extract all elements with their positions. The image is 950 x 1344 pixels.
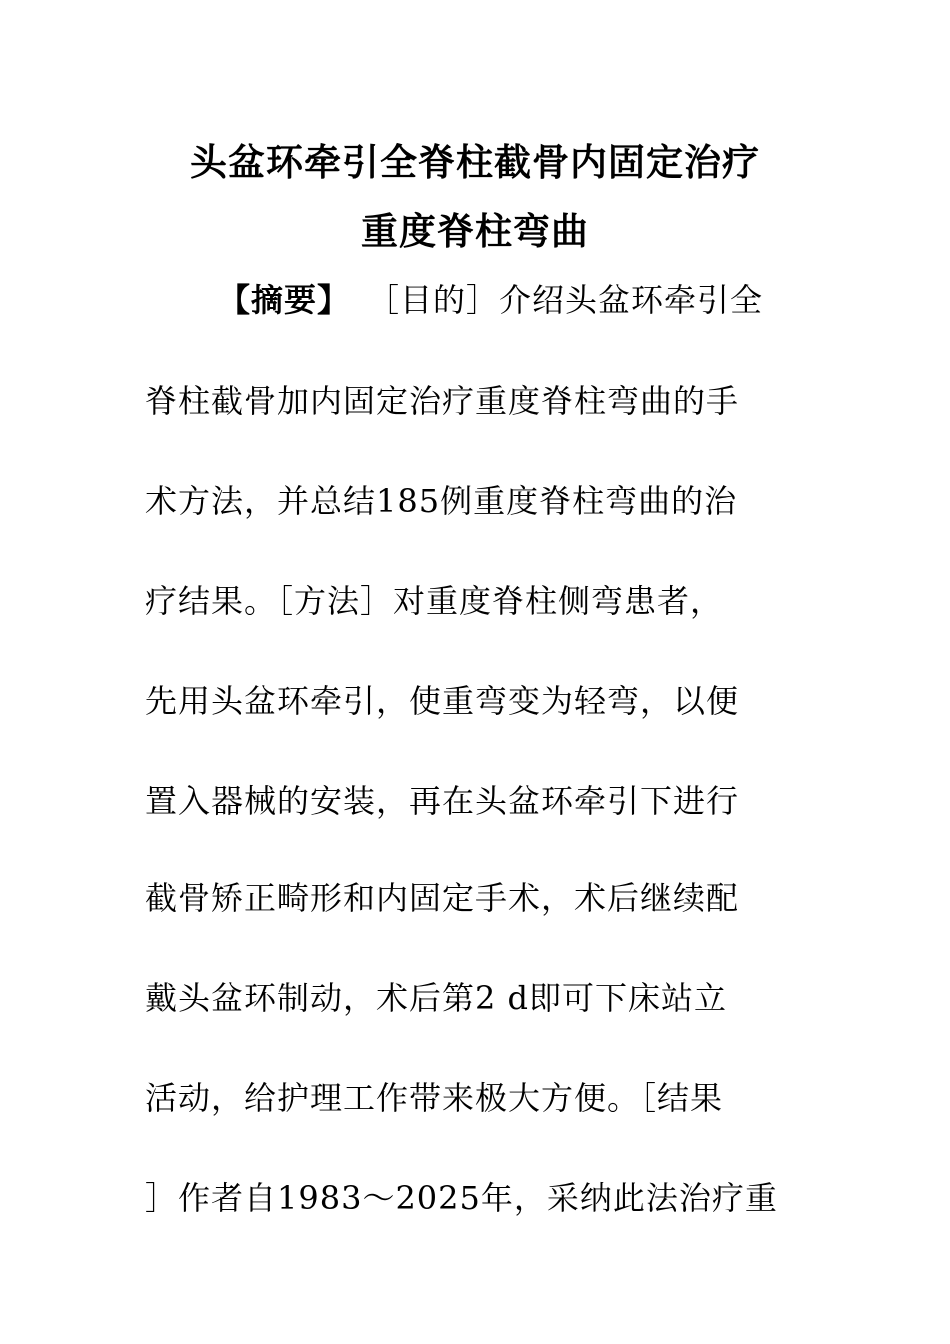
document-title-line-1: 头盆环牵引全脊柱截骨内固定治疗 [190,140,760,184]
abstract-label: 【摘要】 [218,281,351,319]
body-text-line: 截骨矫正畸形和内固定手术，术后继续配 [145,879,740,917]
body-text-line: 术方法，并总结185例重度脊柱弯曲的治 [145,482,738,520]
abstract-first-line [218,280,763,320]
body-text-line: 脊柱截骨加内固定治疗重度脊柱弯曲的手 [145,382,740,420]
body-text-line: 活动，给护理工作带来极大方便。［结果 [145,1079,724,1117]
body-text-line: 疗结果。［方法］对重度脊柱侧弯患者， [145,582,724,620]
body-text-line: ］作者自1983～2025年，采纳此法治疗重 [145,1179,778,1217]
body-text-line: 先用头盆环牵引，使重弯变为轻弯，以便 [145,682,740,720]
abstract-text: ［目的］介绍头盆环牵引全 [367,281,764,319]
document-title-line-2: 重度脊柱弯曲 [361,209,589,253]
body-text-line: 置入器械的安装，再在头盆环牵引下进行 [145,782,740,820]
body-text-line: 戴头盆环制动，术后第2 d即可下床站立 [145,979,728,1017]
